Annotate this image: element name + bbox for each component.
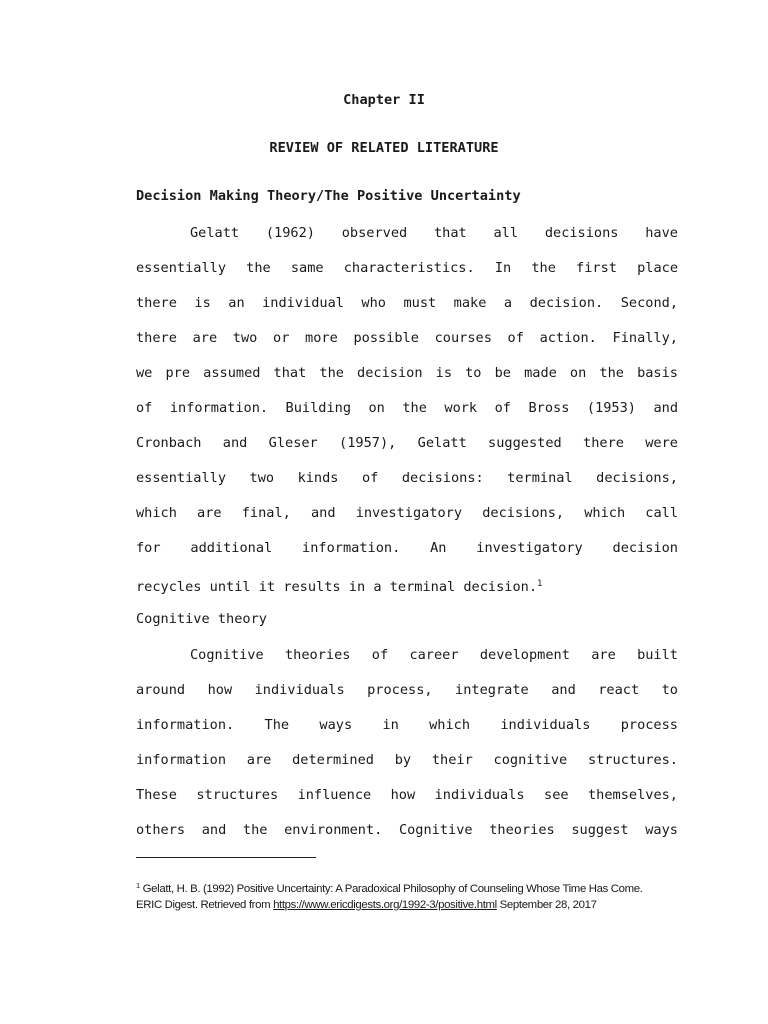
paragraph-2-line: around how individuals process, integrate and react to — [136, 682, 678, 698]
footnote-line-1 — [136, 878, 643, 894]
footnote-line-2 — [136, 897, 597, 913]
paragraph-1-line: essentially the same characteristics. In the first place — [136, 260, 678, 276]
subheading-cognitive-theory: Cognitive theory — [136, 611, 267, 627]
chapter-title: Chapter II — [343, 92, 425, 108]
footnote-citation: Gelatt, H. B. (1992) Positive Uncertainty: A Paradoxical Philosophy of Counseling Whose Time Has Come. — [142, 883, 643, 895]
paragraph-1-line: Gelatt (1962) observed that all decisions have — [190, 225, 678, 241]
footnote-reference[interactable]: 1 — [537, 579, 543, 589]
paragraph-1-last-line — [136, 574, 678, 594]
footnote-source: ERIC Digest. Retrieved from — [136, 899, 274, 911]
paragraph-1-line: there is an individual who must make a decision. Second, — [136, 295, 678, 311]
paragraph-1-line: recycles until it results in a terminal decision. — [136, 579, 538, 595]
footnote-separator — [136, 857, 316, 858]
footnote-link[interactable]: https://www.ericdigests.org/1992-3/positive.html — [273, 899, 497, 911]
paragraph-1-line: for additional information. An investigatory decision — [136, 540, 678, 556]
paragraph-2-line: others and the environment. Cognitive theories suggest ways — [136, 822, 678, 838]
paragraph-1-line: of information. Building on the work of Bross (1953) and — [136, 400, 678, 416]
paragraph-1-line: which are final, and investigatory decisions, which call — [136, 505, 678, 521]
paragraph-2-line: Cognitive theories of career development are built — [190, 647, 678, 663]
paragraph-1-line: Cronbach and Gleser (1957), Gelatt suggested there were — [136, 435, 678, 451]
footnote-date: September 28, 2017 — [496, 899, 597, 911]
footnote-marker: 1 — [136, 881, 140, 890]
subsection-title: Decision Making Theory/The Positive Uncertainty — [136, 188, 521, 204]
section-title: REVIEW OF RELATED LITERATURE — [269, 140, 499, 156]
paragraph-1-line: there are two or more possible courses of action. Finally, — [136, 330, 678, 346]
paragraph-1-line: we pre assumed that the decision is to be made on the basis — [136, 365, 678, 381]
paragraph-2-line: These structures influence how individuals see themselves, — [136, 787, 678, 803]
paragraph-2-line: information are determined by their cognitive structures. — [136, 752, 678, 768]
paragraph-2-line: information. The ways in which individuals process — [136, 717, 678, 733]
paragraph-1-line: essentially two kinds of decisions: terminal decisions, — [136, 470, 678, 486]
